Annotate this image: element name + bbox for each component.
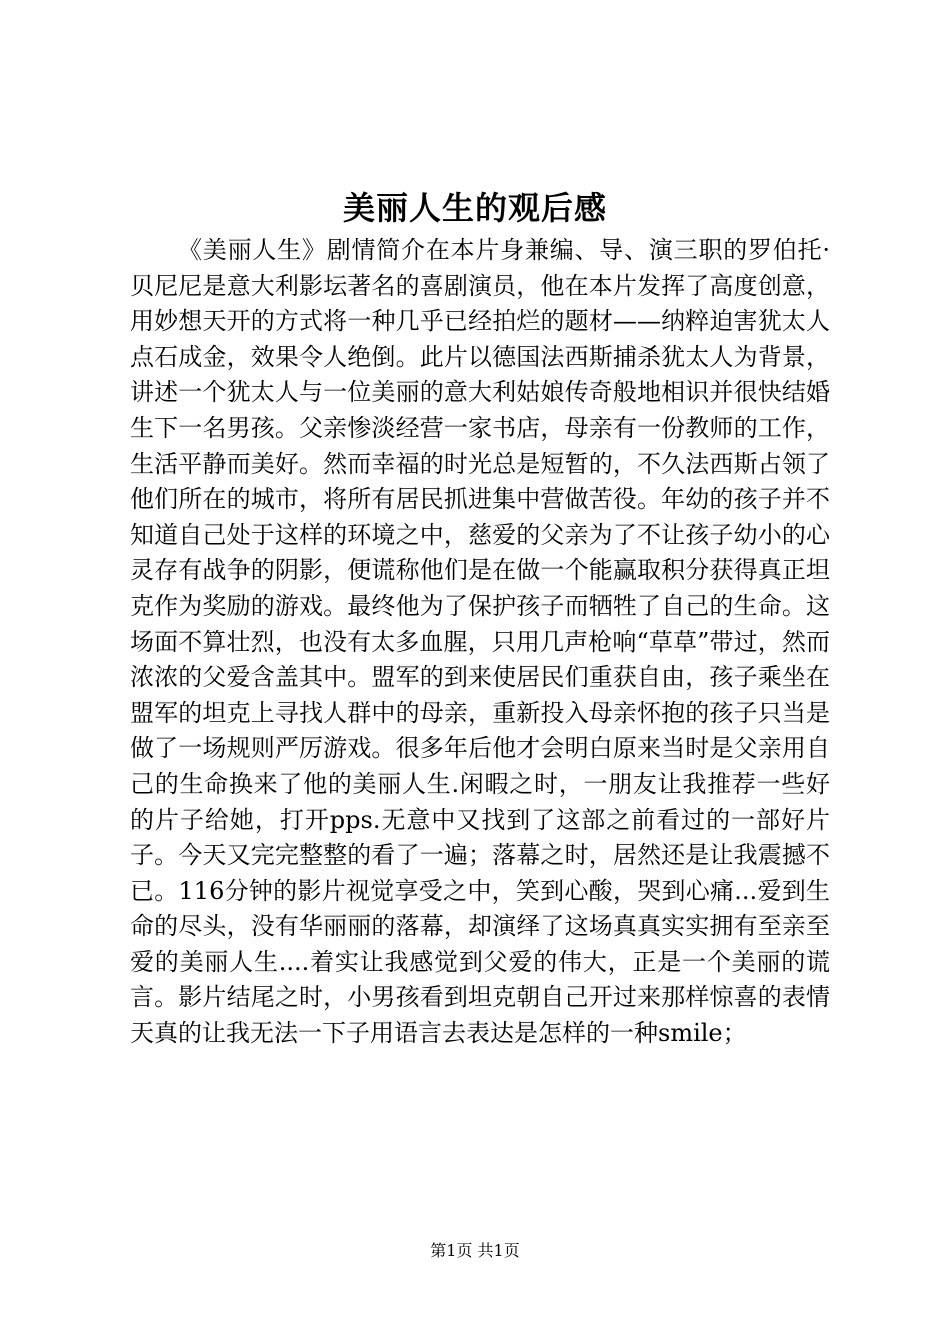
document-body-paragraph: 《美丽人生》剧情简介在本片身兼编、导、演三职的罗伯托·贝尼尼是意大利影坛著名的喜剧演员，他在本片发挥了高度创意，用妙想天开的方式将一种几乎已经拍烂的题材——纳粹迫害犹太人点石成金，效果令人绝倒。此片以德国法西斯捕杀犹太人为背景，讲述一个犹太人与一位美丽的意大利姑娘传奇般地相识并很快结婚生下一名男孩。父亲惨淡经营一家书店，母亲有一份教师的工作，生活平静而美好。然而幸福的时光总是短暂的，不久法西斯占领了他们所在的城市，将所有居民抓进集中营做苦役。年幼的孩子并不知道自己处于这样的环境之中，慈爱的父亲为了不让孩子幼小的心灵存有战争的阴影，便谎称他们是在做一个能赢取积分获得真正坦克作为奖励的游戏。最终他为了保护孩子而牺牲了自己的生命。这场面不算壮烈，也没有太多血腥，只用几声枪响“草草”带过，然而浓浓的父爱含盖其中。盟军的到来使居民们重获自由，孩子乘坐在盟军的坦克上寻找人群中的母亲，重新投入母亲怀抱的孩子只当是做了一场规则严厉游戏。很多年后他才会明白原来当时是父亲用自己的生命换来了他的美丽人生.闲暇之时，一朋友让我推荐一些好的片子给她，打开pps.无意中又找到了这部之前看过的一部好片子。今天又完完整整的看了一遍；落幕之时，居然还是让我震撼不已。116分钟的影片视觉享受之中，笑到心酸，哭到心痛...爱到生命的尽头，没有华丽丽的落幕，却演绎了这场真真实实拥有至亲至爱的美丽人生....着实让我感觉到父爱的伟大，正是一个美丽的谎言。影片结尾之时，小男孩看到坦克朝自己开过来那样惊喜的表情天真的让我无法一下子用语言去表达是怎样的一种smile； bbox=[130, 236, 830, 1048]
document-title: 美丽人生的观后感 bbox=[342, 189, 607, 227]
page-footer: 第1页 共1页 bbox=[430, 1241, 520, 1260]
